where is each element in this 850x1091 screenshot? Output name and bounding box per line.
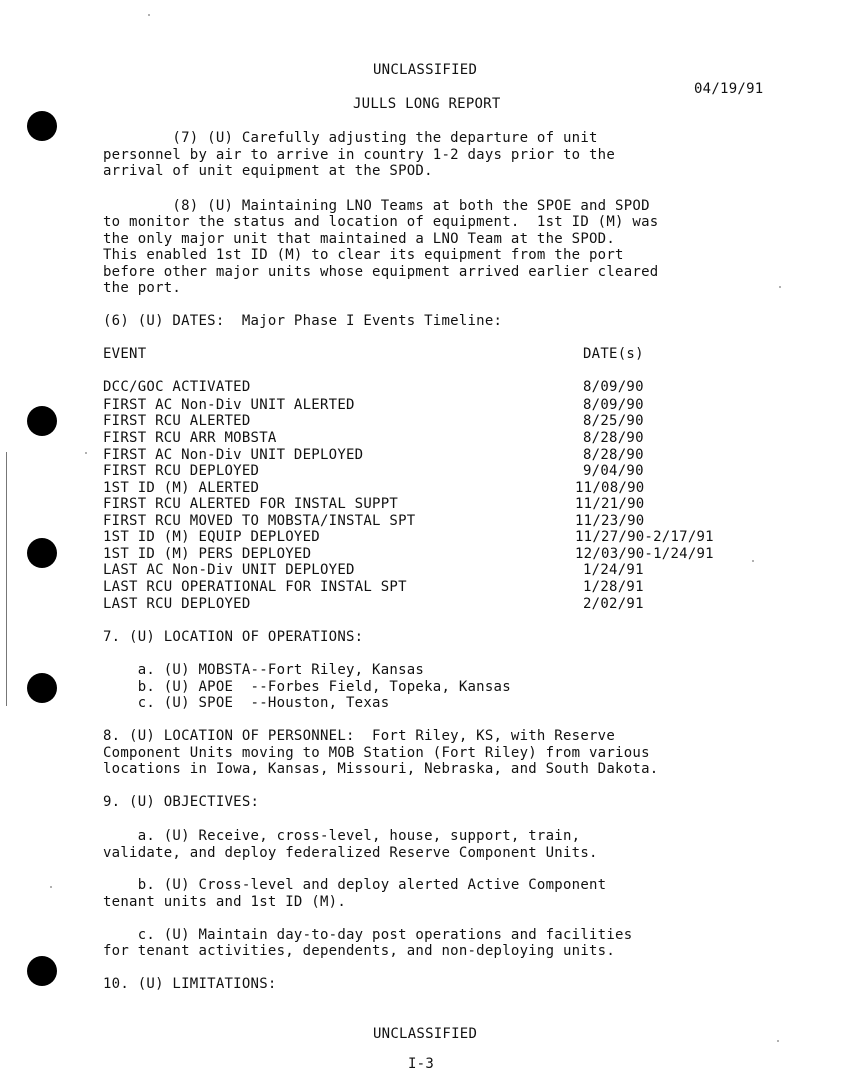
event-cell: 1ST ID (M) EQUIP DEPLOYED: [103, 529, 320, 545]
date-cell: 11/23/90: [575, 513, 645, 529]
date-cell: 8/28/90: [583, 447, 644, 463]
scan-speck: [777, 1040, 779, 1042]
date-cell: 11/27/90-2/17/91: [575, 529, 714, 545]
text-line: This enabled 1st ID (M) to clear its equipment from the port: [103, 247, 624, 263]
scan-margin-line: [6, 452, 7, 706]
text-line: the port.: [103, 280, 182, 296]
event-cell: FIRST RCU ARR MOBSTA: [103, 430, 277, 446]
date-cell: 11/21/90: [575, 496, 645, 512]
event-cell: FIRST RCU ALERTED FOR INSTAL SUPPT: [103, 496, 399, 512]
text-line: c. (U) Maintain day-to-day post operations and facilities: [103, 927, 633, 943]
report-date: 04/19/91: [694, 81, 764, 97]
text-line: validate, and deploy federalized Reserve Component Units.: [103, 845, 598, 861]
text-line: personnel by air to arrive in country 1-2 days prior to the: [103, 147, 616, 163]
report-title: JULLS LONG REPORT: [353, 96, 501, 112]
text-line: arrival of unit equipment at the SPOD.: [103, 163, 433, 179]
text-line: 8. (U) LOCATION OF PERSONNEL: Fort Riley, KS, with Reserve: [103, 728, 616, 744]
text-line: b. (U) Cross-level and deploy alerted Active Component: [103, 877, 607, 893]
dates-heading: (6) (U) DATES: Major Phase I Events Timeline:: [103, 313, 503, 329]
scan-speck: [50, 886, 52, 888]
date-cell: 9/04/90: [583, 463, 644, 479]
event-cell: FIRST RCU DEPLOYED: [103, 463, 260, 479]
text-line: before other major units whose equipment arrived earlier cleared: [103, 264, 659, 280]
text-line: (7) (U) Carefully adjusting the departure of unit: [103, 130, 598, 146]
date-cell: 11/08/90: [575, 480, 645, 496]
scan-speck: [752, 560, 754, 562]
list-item: c. (U) SPOE --Houston, Texas: [103, 695, 390, 711]
date-cell: 1/24/91: [583, 562, 644, 578]
top-classification: UNCLASSIFIED: [373, 62, 478, 78]
list-item: b. (U) APOE --Forbes Field, Topeka, Kansas: [103, 679, 511, 695]
date-cell: 8/09/90: [583, 397, 644, 413]
location-operations-heading: 7. (U) LOCATION OF OPERATIONS:: [103, 629, 364, 645]
event-cell: FIRST AC Non-Div UNIT ALERTED: [103, 397, 355, 413]
date-cell: 8/28/90: [583, 430, 644, 446]
text-line: a. (U) Receive, cross-level, house, support, train,: [103, 828, 581, 844]
event-cell: 1ST ID (M) PERS DEPLOYED: [103, 546, 312, 562]
text-line: (8) (U) Maintaining LNO Teams at both the SPOE and SPOD: [103, 198, 650, 214]
limitations-heading: 10. (U) LIMITATIONS:: [103, 976, 277, 992]
scan-speck: [148, 14, 150, 16]
event-cell: LAST AC Non-Div UNIT DEPLOYED: [103, 562, 355, 578]
text-line: for tenant activities, dependents, and non-deploying units.: [103, 943, 616, 959]
date-column-header: DATE(s): [583, 346, 644, 362]
text-line: the only major unit that maintained a LNO Team at the SPOD.: [103, 231, 616, 247]
objectives-heading: 9. (U) OBJECTIVES:: [103, 794, 260, 810]
text-line: Component Units moving to MOB Station (Fort Riley) from various: [103, 745, 650, 761]
event-cell: FIRST RCU ALERTED: [103, 413, 251, 429]
date-cell: 8/09/90: [583, 379, 644, 395]
punch-hole: [27, 956, 57, 986]
scan-speck: [85, 452, 87, 454]
date-cell: 2/02/91: [583, 596, 644, 612]
event-cell: FIRST AC Non-Div UNIT DEPLOYED: [103, 447, 364, 463]
punch-hole: [27, 111, 57, 141]
list-item: a. (U) MOBSTA--Fort Riley, Kansas: [103, 662, 425, 678]
page-number: I-3: [408, 1056, 435, 1072]
punch-hole: [27, 538, 57, 568]
event-cell: 1ST ID (M) ALERTED: [103, 480, 260, 496]
date-cell: 8/25/90: [583, 413, 644, 429]
event-column-header: EVENT: [103, 346, 147, 362]
event-cell: FIRST RCU MOVED TO MOBSTA/INSTAL SPT: [103, 513, 416, 529]
text-line: locations in Iowa, Kansas, Missouri, Nebraska, and South Dakota.: [103, 761, 659, 777]
bottom-classification: UNCLASSIFIED: [373, 1026, 478, 1042]
event-cell: LAST RCU OPERATIONAL FOR INSTAL SPT: [103, 579, 407, 595]
punch-hole: [27, 673, 57, 703]
scan-speck: [779, 286, 781, 288]
text-line: tenant units and 1st ID (M).: [103, 894, 347, 910]
event-cell: DCC/GOC ACTIVATED: [103, 379, 251, 395]
punch-hole: [27, 406, 57, 436]
event-cell: LAST RCU DEPLOYED: [103, 596, 251, 612]
date-cell: 12/03/90-1/24/91: [575, 546, 714, 562]
text-line: to monitor the status and location of equipment. 1st ID (M) was: [103, 214, 659, 230]
date-cell: 1/28/91: [583, 579, 644, 595]
